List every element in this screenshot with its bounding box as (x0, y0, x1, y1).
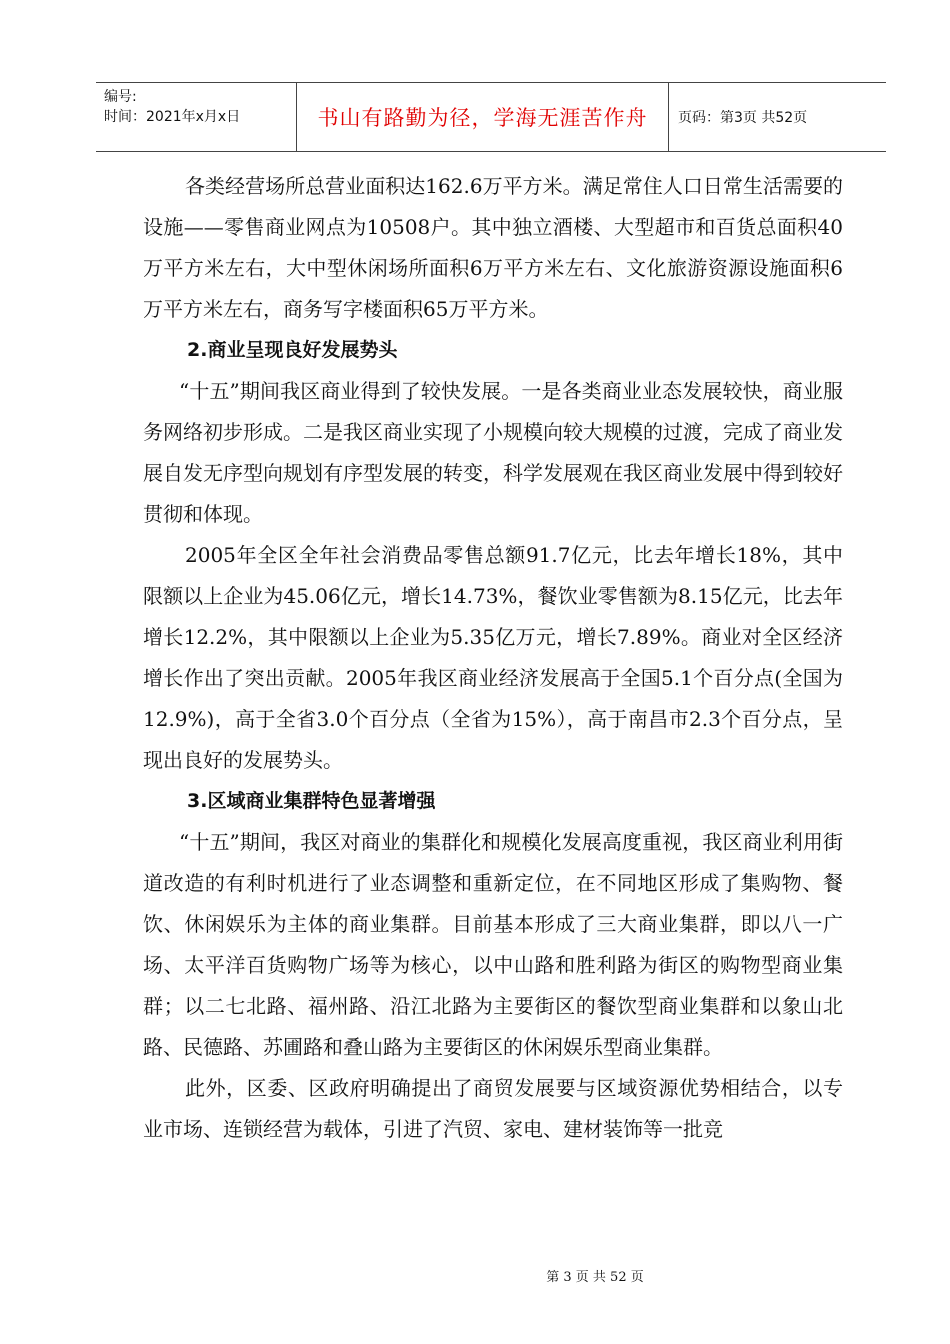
page-header (96, 82, 886, 152)
doc-time-label: 时间：2021年x月x日 (104, 109, 241, 125)
paragraph-1: 各类经营场所总营业面积达162.6万平方米。满足常住人口日常生活需要的设施——零售商业网点为10508户。其中独立酒楼、大型超市和百货总面积40万平方米左右，大中型休闲场所面积6万平方米左右、文化旅游资源设施面积6万平方米左右，商务写字楼面积65万平方米。 (143, 174, 843, 321)
paragraph-2: “十五”期间我区商业得到了较快发展。一是各类商业业态发展较快，商业服务网络初步形成。二是我区商业实现了小规模向较大规模的过渡，完成了商业发展自发无序型向规划有序型发展的转变，科学发展观在我区商业发展中得到较好贯彻和体现。 (143, 379, 843, 526)
paragraph-4: “十五”期间，我区对商业的集群化和规模化发展高度重视，我区商业利用街道改造的有利时机进行了业态调整和重新定位，在不同地区形成了集购物、餐饮、休闲娱乐为主体的商业集群。目前基本形成了三大商业集群，即以八一广场、太平洋百货购物广场等为核心，以中山路和胜利路为街区的购物型商业集群；以二七北路、福州路、沿江北路为主要街区的餐饮型商业集群和以象山北路、民德路、苏圃路和叠山路为主要街区的休闲娱乐型商业集群。 (143, 830, 843, 1059)
document-body (143, 166, 843, 1150)
header-motto: 书山有路勤为径，学海无涯苦作舟 (317, 106, 648, 130)
section-heading-3: 3.区域商业集群特色显著增强 (187, 790, 436, 812)
section-heading-2: 2.商业呈现良好发展势头 (187, 339, 398, 361)
paragraph-5: 此外，区委、区政府明确提出了商贸发展要与区域资源优势相结合，以专业市场、连锁经营为载体，引进了汽贸、家电、建材装饰等一批竞 (143, 1076, 843, 1141)
footer-page-number: 第 3 页 共 52 页 (546, 1270, 644, 1285)
header-divider (668, 83, 669, 151)
doc-number-label: 编号: (104, 89, 137, 105)
header-page-info: 页码：第3页 共52页 (678, 110, 808, 126)
paragraph-3: 2005年全区全年社会消费品零售总额91.7亿元，比去年增长18%，其中限额以上企业为45.06亿元，增长14.73%，餐饮业零售额为8.15亿元，比去年增长12.2%，其中限额以上企业为5.35亿万元，增长7.89%。商业对全区经济增长作出了突出贡献。2005年我区商业经济发展高于全国5.1个百分点(全国为12.9%)，高于全省3.0个百分点（全省为15%），高于南昌市2.3个百分点，呈现出良好的发展势头。 (143, 543, 843, 772)
page-footer (0, 1266, 950, 1285)
header-meta (104, 87, 294, 127)
